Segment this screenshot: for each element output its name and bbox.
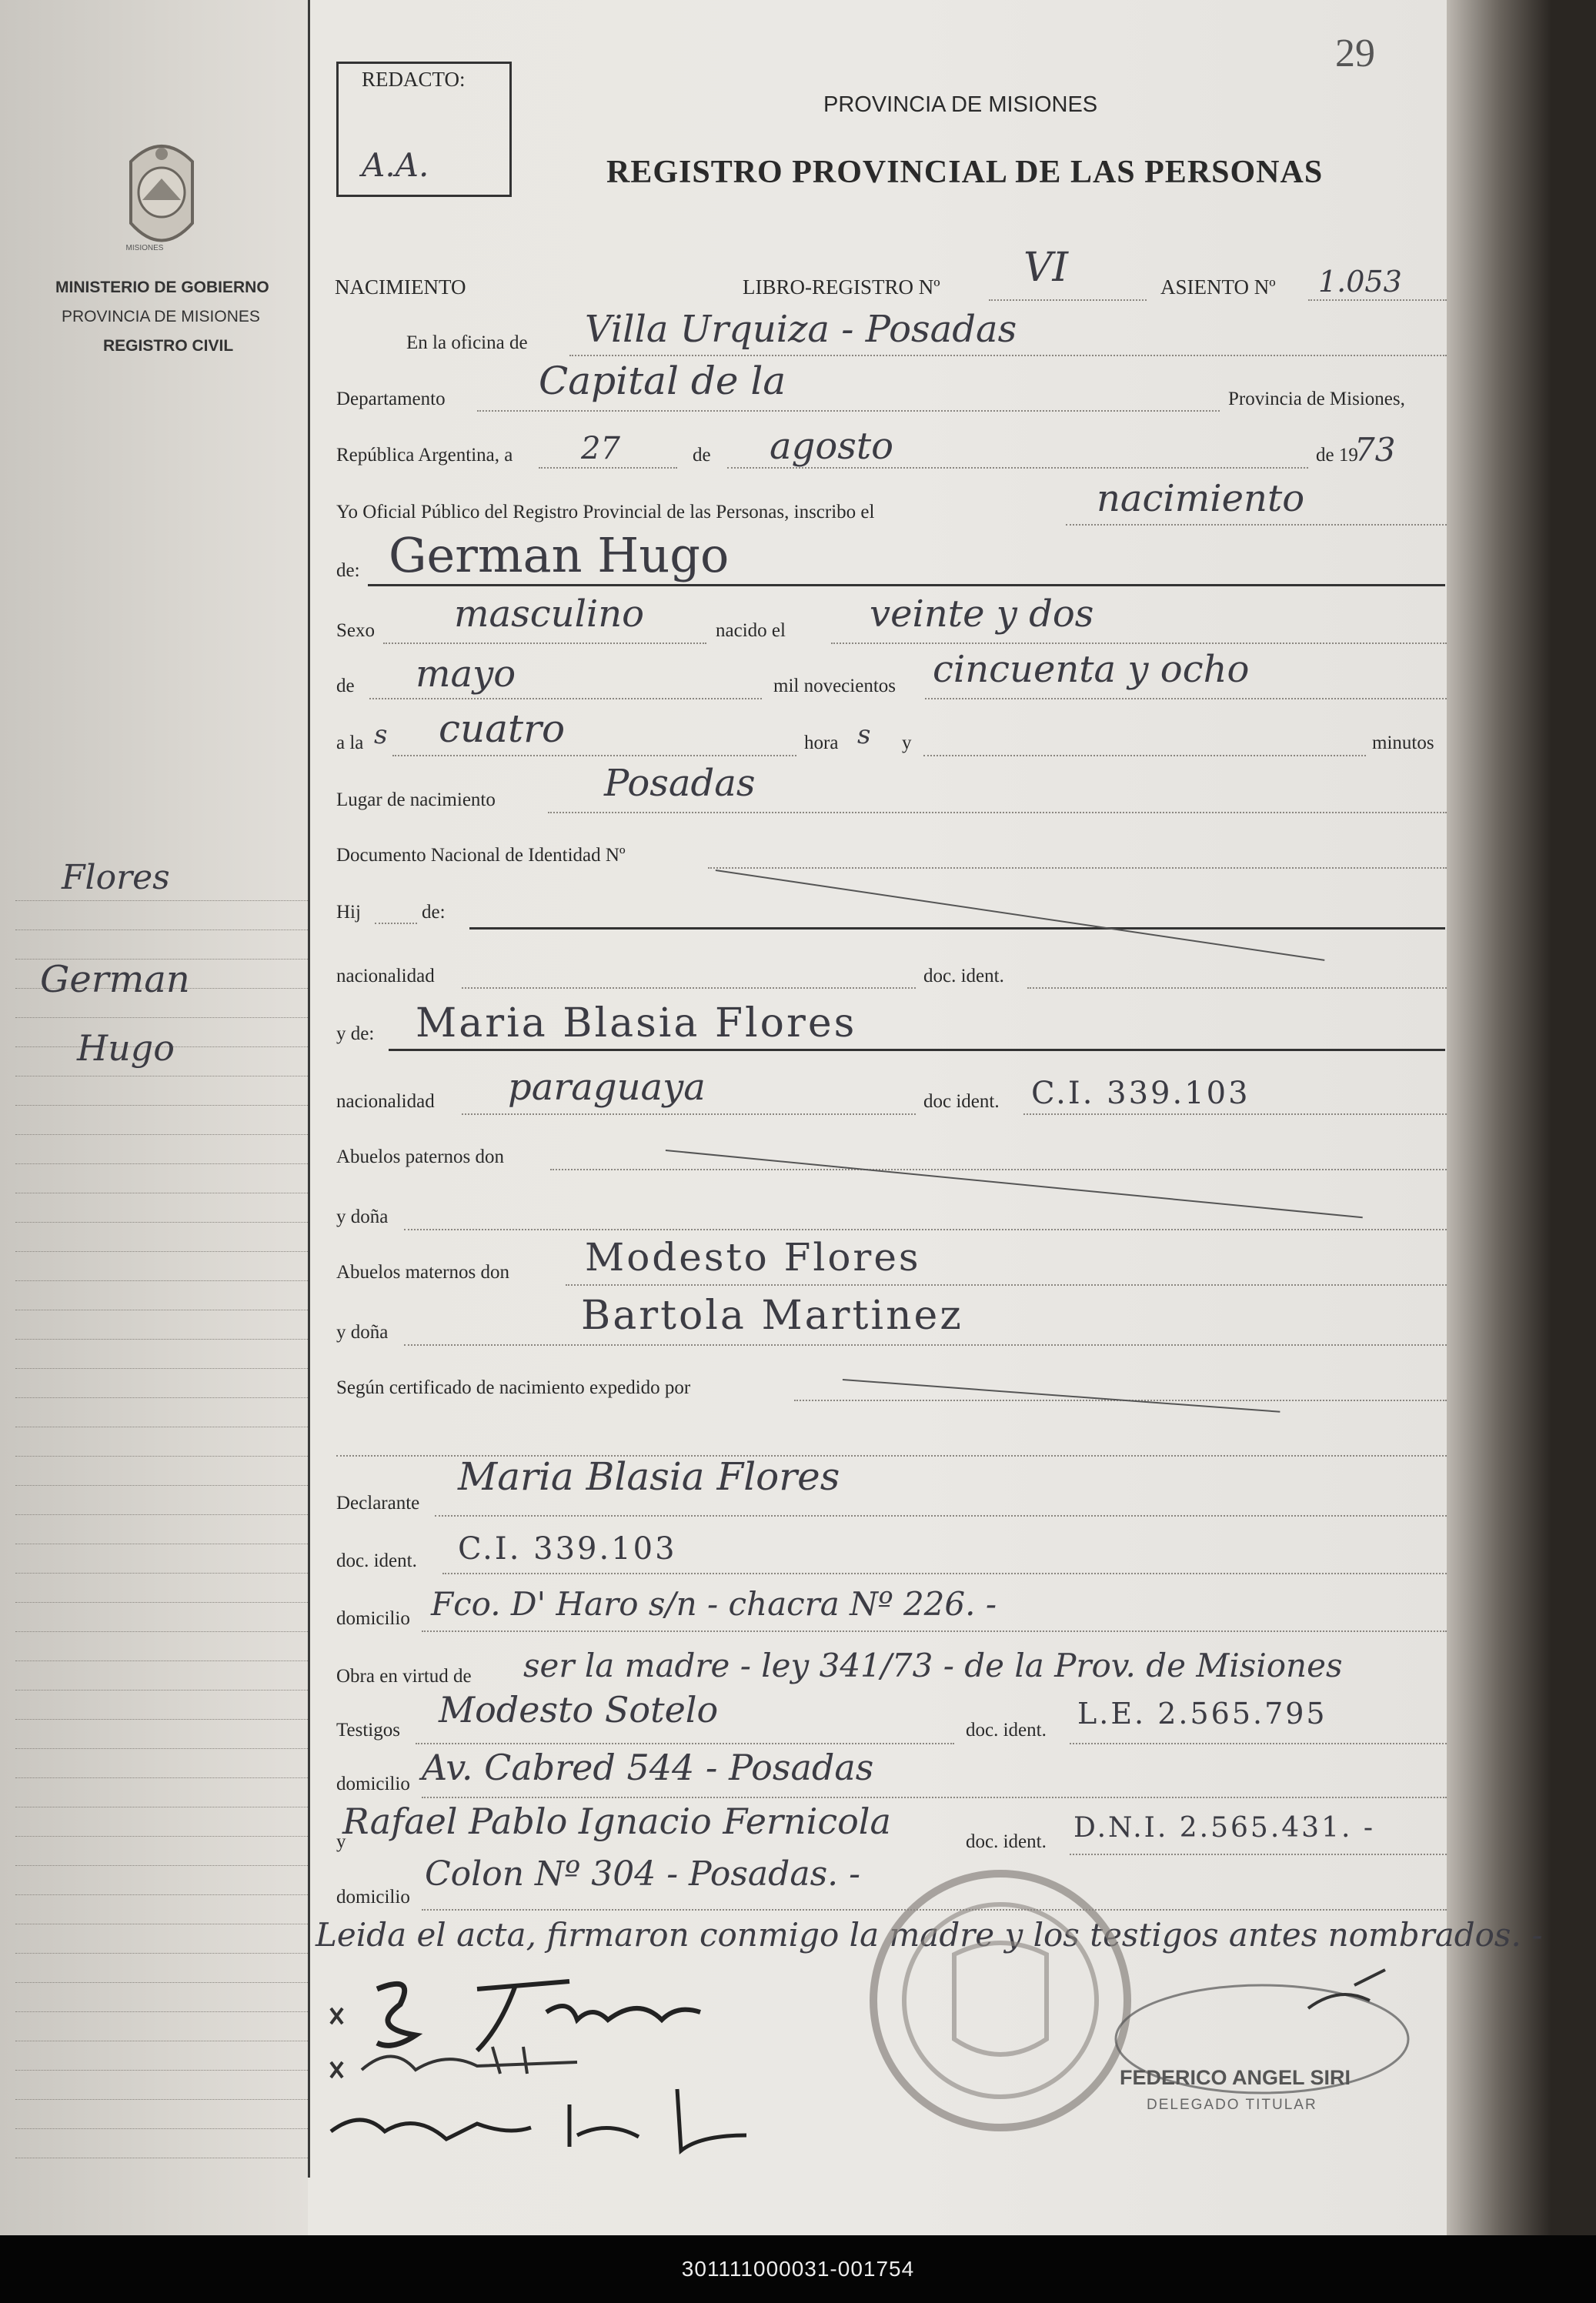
mes-de-label: de <box>693 445 711 466</box>
stub-ruled-line <box>15 1105 308 1106</box>
stub-ruled-line <box>15 1544 308 1545</box>
republica-label: República Argentina, a <box>336 445 513 466</box>
dni-label: Documento Nacional de Identidad Nº <box>336 845 626 866</box>
asiento-value: 1.053 <box>1318 265 1402 299</box>
stub-ruled-line <box>15 1660 308 1662</box>
ydona1-label: y doña <box>336 1207 389 1227</box>
abuelos-maternos-label: Abuelos maternos don <box>336 1262 509 1283</box>
testigos-label: Testigos <box>336 1720 400 1741</box>
domicilio2-value: Av. Cabred 544 - Posadas <box>422 1747 874 1788</box>
ministry-line1: MINISTERIO DE GOBIERNO <box>55 279 269 296</box>
stub-ruled-line <box>15 1573 308 1574</box>
y-minutos-label: y <box>902 733 912 753</box>
stub-ruled-line <box>15 1310 308 1311</box>
nacionalidad2-value: paraguaya <box>508 1066 706 1109</box>
doc-declarante-value: C.I. 339.103 <box>458 1531 677 1567</box>
stub-ruled-line <box>15 1865 308 1867</box>
official-seal-icon <box>862 1862 1139 2139</box>
footer-bar <box>0 2235 1596 2303</box>
closing-statement: Leida el acta, firmaron conmigo la madre y los testigos antes nombrados. - <box>316 1916 1543 1954</box>
minutos-label: minutos <box>1372 733 1434 753</box>
libro-label: LIBRO-REGISTRO Nº <box>743 275 940 299</box>
stub-ruled-line <box>15 1631 308 1633</box>
madre-label: y de: <box>336 1023 375 1044</box>
stub-ruled-line <box>15 1748 308 1750</box>
stub-ruled-line <box>15 1894 308 1896</box>
stamp-title: DELEGADO TITULAR <box>1147 2097 1317 2113</box>
horas-s: s <box>857 719 871 750</box>
abuelos-paternos-label: Abuelos paternos don <box>336 1146 505 1167</box>
stub-ruled-line <box>15 2158 308 2159</box>
nacionalidad1-label: nacionalidad <box>336 966 435 986</box>
stub-ruled-line <box>15 1222 308 1223</box>
seal-text: MISIONES <box>125 244 164 252</box>
stub-ruled-line <box>15 1339 308 1340</box>
stub-ruled-line <box>15 1193 308 1194</box>
oficina-value: Villa Urquiza - Posadas <box>585 308 1017 351</box>
stub-ruled-line <box>15 2011 308 2013</box>
column-divider <box>308 0 310 2178</box>
domicilio3-label: domicilio <box>336 1887 410 1907</box>
signatures <box>316 1966 854 2174</box>
horas-label: hora <box>804 733 839 753</box>
obra-label: Obra en virtud de <box>336 1666 472 1687</box>
stub-ruled-line <box>15 1602 308 1604</box>
ministry-line2: PROVINCIA DE MISIONES <box>62 308 260 325</box>
madre-value: Maria Blasia Flores <box>416 1000 857 1046</box>
page-edge-shadow <box>1447 0 1596 2235</box>
domicilio2-label: domicilio <box>336 1774 410 1794</box>
obra-value: ser la madre - ley 341/73 - de la Prov. de Misiones <box>523 1647 1343 1684</box>
nacido-label: nacido el <box>716 620 786 641</box>
sexo-value: masculino <box>454 592 645 636</box>
coat-of-arms-icon <box>115 131 208 262</box>
stub-ruled-line <box>15 1982 308 1984</box>
anio-nacimiento-value: cincuenta y ocho <box>933 648 1250 691</box>
ala-s: s <box>374 719 388 750</box>
ala-label: a la <box>336 733 364 753</box>
sexo-label: Sexo <box>336 620 375 641</box>
nacionalidad2-label: nacionalidad <box>336 1091 435 1112</box>
lugar-label: Lugar de nacimiento <box>336 789 496 810</box>
declarante-value: Maria Blasia Flores <box>458 1454 840 1499</box>
doc1-label: doc. ident. <box>923 966 1004 986</box>
register-title: REGISTRO PROVINCIAL DE LAS PERSONAS <box>606 155 1324 190</box>
stub-ruled-line <box>15 1690 308 1691</box>
nombre-value: German Hugo <box>389 527 730 583</box>
stub-ruled-line <box>15 1836 308 1837</box>
hora-value: cuatro <box>439 706 566 751</box>
stub-middle-name: Hugo <box>77 1027 175 1069</box>
de-mes-label: de <box>336 676 355 696</box>
lugar-value: Posadas <box>604 762 756 805</box>
stub-ruled-line <box>15 1924 308 1925</box>
stub-ruled-line <box>15 1076 308 1077</box>
abuelo-materno-value: Modesto Flores <box>585 1235 921 1280</box>
domicilio1-label: domicilio <box>336 1608 410 1629</box>
hij-label: Hij <box>336 902 361 923</box>
stub-ruled-line <box>15 1251 308 1253</box>
stub-ruled-line <box>15 1777 308 1779</box>
doc-declarante-label: doc. ident. <box>336 1550 417 1571</box>
stub-ruled-line <box>15 1427 308 1428</box>
acto-value: nacimiento <box>1097 477 1305 520</box>
nacimiento-label: NACIMIENTO <box>335 275 466 299</box>
anio-value: 73 <box>1354 431 1396 469</box>
nombre-label: de: <box>336 560 360 581</box>
declarante-label: Declarante <box>336 1493 420 1514</box>
y-testigo-label: y <box>336 1831 346 1852</box>
stub-ruled-line <box>15 1953 308 1954</box>
doc-testigo1-value: L.E. 2.565.795 <box>1077 1697 1327 1731</box>
hij-de-label: de: <box>422 902 446 923</box>
mes-value: agosto <box>770 425 894 468</box>
stub-ruled-line <box>15 1017 308 1019</box>
stub-ruled-line <box>15 1280 308 1282</box>
redacto-value: A.A. <box>362 146 429 184</box>
departamento-label: Departamento <box>336 389 446 409</box>
stub-ruled-line <box>15 1163 308 1165</box>
stub-ruled-line <box>15 2128 308 2130</box>
stub-ruled-line <box>15 2099 308 2101</box>
departamento-value: Capital de la <box>539 359 786 403</box>
redacto-label: REDACTO: <box>362 68 466 91</box>
ministry-line3: REGISTRO CIVIL <box>103 337 234 355</box>
domicilio3-value: Colon Nº 304 - Posadas. - <box>425 1854 860 1894</box>
stub-ruled-line <box>15 1368 308 1370</box>
stub-first-name: German <box>40 958 190 1001</box>
stub-column <box>0 0 308 2235</box>
abuela-materna-value: Bartola Martinez <box>581 1293 963 1339</box>
stub-ruled-line <box>15 1485 308 1487</box>
libro-value: VI <box>1023 245 1069 291</box>
stub-ruled-line <box>15 2041 308 2042</box>
dia-value: 27 <box>581 431 620 466</box>
stub-ruled-line <box>15 1719 308 1721</box>
nacido-value: veinte y dos <box>870 592 1094 636</box>
mil-label: mil novecientos <box>773 676 896 696</box>
page-number: 29 <box>1335 32 1375 75</box>
stub-ruled-line <box>15 1514 308 1516</box>
asiento-label: ASIENTO Nº <box>1160 275 1276 299</box>
oficina-label: En la oficina de <box>406 332 528 353</box>
provincia-label: Provincia de Misiones, <box>1228 389 1405 409</box>
mes-nacimiento-value: mayo <box>416 653 516 696</box>
stub-ruled-line <box>15 1807 308 1808</box>
anio-label: de 19 <box>1316 445 1358 466</box>
doc-testigo2-label: doc. ident. <box>966 1831 1047 1852</box>
stub-ruled-line <box>15 900 308 902</box>
stub-ruled-line <box>15 1456 308 1457</box>
stub-ruled-line <box>15 930 308 931</box>
oficial-label: Yo Oficial Público del Registro Provincial de las Personas, inscribo el <box>336 502 875 522</box>
domicilio1-value: Fco. D' Haro s/n - chacra Nº 226. - <box>431 1585 997 1623</box>
doc2-value: C.I. 339.103 <box>1031 1076 1250 1111</box>
doc-testigo2-value: D.N.I. 2.565.431. - <box>1073 1812 1376 1844</box>
stub-ruled-line <box>15 1134 308 1136</box>
doc-testigo1-label: doc. ident. <box>966 1720 1047 1741</box>
stub-surname: Flores <box>62 858 170 897</box>
testigo2-value: Rafael Pablo Ignacio Fernicola <box>342 1801 891 1842</box>
stub-ruled-line <box>15 2070 308 2071</box>
ydona2-label: y doña <box>336 1322 389 1343</box>
stamp-name: FEDERICO ANGEL SIRI <box>1120 2066 1351 2089</box>
doc2-label: doc ident. <box>923 1091 1000 1112</box>
testigo1-value: Modesto Sotelo <box>439 1689 719 1731</box>
stub-ruled-line <box>15 1397 308 1399</box>
document-id: 301111000031-001754 <box>681 2257 915 2281</box>
segun-label: Según certificado de nacimiento expedido por <box>336 1377 691 1398</box>
province-heading: PROVINCIA DE MISIONES <box>823 92 1098 117</box>
